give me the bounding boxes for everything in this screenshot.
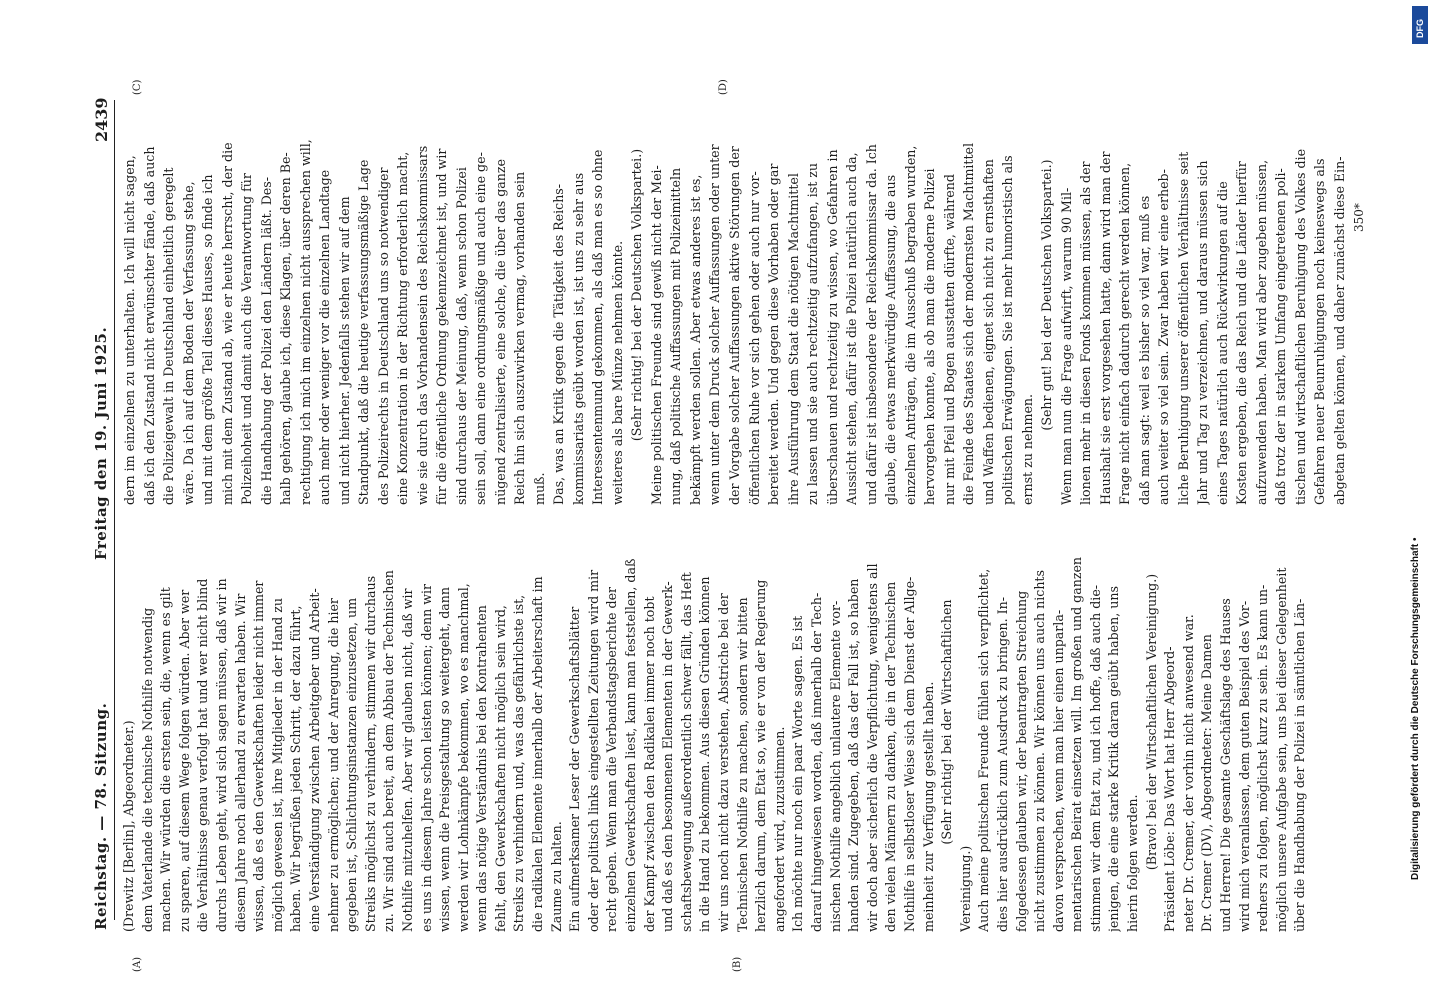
text-line: möglich gewesen ist, ihre Mitglieder in der Hand zu <box>269 598 285 932</box>
text-line: die Feinde des Staates sich der modernsten Machtmittel <box>961 142 977 505</box>
text-line: Das, was an Kritik gegen die Tätigkeit des Reichs- <box>551 183 567 505</box>
text-line: für die öffentliche Ordnung gekennzeichnet ist, und wir <box>434 148 450 505</box>
text-line: ihre Ausführung dem Staat die nötigen Machtmittel <box>785 173 801 505</box>
text-line: durchs Leben geht, wird sich sagen müssen, daß wir in <box>213 578 229 932</box>
text-line: abgetan gelten können, und daher zunächst diese Ein- <box>1331 156 1347 505</box>
margin-mark-a: (A) <box>132 956 143 972</box>
text-line: wie sie durch das Vorhandensein des Reichskommissars <box>414 145 430 505</box>
text-line: nur mit Pfeil und Bogen ausstatten dürfte, während <box>941 174 957 505</box>
text-line: dies hier ausdrücklich zum Ausdruck zu bringen. In- <box>994 597 1010 932</box>
text-line: oder der politisch links eingestellten Zeitungen wird mir <box>585 569 601 932</box>
dfg-logo <box>1412 6 1428 44</box>
text-line: möglich unsere Aufgabe sein, uns bei dieser Gelegenheit <box>1273 567 1289 932</box>
text-line: nicht zustimmen zu können. Wir können uns auch nichts <box>1032 570 1048 932</box>
text-line: muß. <box>531 472 547 505</box>
text-line: (Sehr richtig! bei der Deutschen Volkspartei.) <box>629 148 645 442</box>
dfg-logo-text: DFG <box>1415 19 1425 38</box>
text-line: rechtigung ich mich im einzelnen nicht aussprechen will, <box>297 139 313 505</box>
text-line: werden wir Lohnkämpfe bekommen, wo es manchmal, <box>455 583 471 932</box>
text-line: sein soll, dann eine ordnungsmäßige und auch eine ge- <box>473 152 489 505</box>
text-line: daß ich den Zustand nicht erwünschter fände, daß auch <box>141 146 157 505</box>
text-line: Frage nicht einfach dadurch gerecht werden können, <box>1117 162 1133 505</box>
text-line: daß man sagt: weil es bisher so viel war, muß es <box>1136 195 1152 505</box>
text-line: und dafür ist insbesondere der Reichskommissar da. Ich <box>863 144 879 505</box>
text-line: wenn unter dem Druck solcher Auffassungen oder unter <box>707 144 723 505</box>
header-rule <box>114 100 115 920</box>
page-number: 2439 <box>92 97 111 142</box>
text-line: Nothilfe mitzuhelfen. Aber wir glauben nicht, daß wir <box>399 588 415 932</box>
text-line: Haushalt sie erst vorgesehen hatte, dann wird man der <box>1097 151 1113 505</box>
text-line: Nothilfe in selbstloser Weise sich dem Dienst der Allge- <box>901 576 917 932</box>
text-line: lionen mehr in diesen Fonds kommen müssen, als der <box>1078 161 1094 505</box>
text-line: eines Tages natürlich auch Rückwirkungen auf die <box>1214 181 1230 505</box>
text-line: wissen, wenn die Preisgestaltung so weitergeht, dann <box>437 587 453 932</box>
text-line: Polizeihoheit und damit auch die Verantwortung für <box>239 173 255 505</box>
text-line: Technischen Nothilfe zu machen, sondern wir bitten <box>734 597 750 932</box>
text-line: Streiks zu verhindern und, was das gefährlichste ist, <box>511 594 527 932</box>
text-line: es uns in diesem Jahre schon leisten können; denn wir <box>418 583 434 932</box>
text-line: Gefahren neuer Beunruhigungen noch keineswegs als <box>1312 158 1328 505</box>
text-line: tischen und wirtschaftlichen Beruhigung des Volkes die <box>1292 148 1308 505</box>
text-line: der Vorgabe solcher Auffassungen aktive Störungen der <box>726 146 742 505</box>
text-line: (Sehr richtig! bei der Wirtschaftlichen <box>939 599 955 845</box>
text-line: Ich möchte nur noch ein paar Worte sagen. Es ist <box>790 615 806 932</box>
text-line: hervorgehen konnte, als ob man die moderne Polizei <box>922 168 938 505</box>
text-line: Jahr und Tag zu verzeichnen, und daraus müssen sich <box>1195 160 1211 505</box>
text-line: neter Dr. Cremer, der vorhin nicht anwesend war. <box>1180 614 1196 932</box>
text-line: des Polizeirechts in Deutschland uns so notwendiger <box>375 167 391 505</box>
text-line: Vereinigung.) <box>957 845 973 932</box>
text-line: die Handhabung der Polizei den Ländern läßt. Des- <box>258 177 274 505</box>
text-line: Streiks möglichst zu verhindern, stimmen wir durchaus <box>362 575 378 932</box>
text-line: handen sind. Zugegeben, daß das der Fall ist, so haben <box>846 578 862 932</box>
text-line: ernst zu nehmen. <box>1019 393 1035 505</box>
text-line: haben. Wir begrüßen jeden Schritt, der dazu führt, <box>288 605 304 932</box>
text-line: hierin folgen werden. <box>1125 794 1141 932</box>
text-line: gegeben ist, Schlichtungsinstanzen einzusetzen, um <box>344 597 360 932</box>
text-line: wissen, daß es den Gewerkschaften leider nicht immer <box>251 580 267 932</box>
margin-mark-d: (D) <box>718 79 729 95</box>
text-line: Kosten ergeben, die das Reich und die Länder hierfür <box>1234 161 1250 505</box>
text-column-right <box>120 85 1349 505</box>
text-line: öffentlichen Ruhe vor sich gehen oder auch nur vor- <box>746 171 762 505</box>
text-line: glaube, die etwas merkwürdige Auffassung, die aus <box>883 174 899 505</box>
text-line: dem Vaterlande die technische Nothilfe notwendig <box>139 607 155 932</box>
text-line: wir uns noch nicht dazu verstehen, Abstriche bei der <box>716 593 731 932</box>
text-line: darauf hingewiesen worden, daß innerhalb der Tech- <box>808 592 824 932</box>
text-line: bekämpft werden sollen. Aber etwas anderes ist es, <box>687 174 703 505</box>
text-line: Auch meine politischen Freunde fühlen sich verpflichtet, <box>976 568 992 932</box>
text-line: eine Verständigung zwischen Arbeitgeber und Arbeit- <box>306 588 322 932</box>
digitization-note: Digitalisierung gefördert durch die Deutsche Forschungsgemeinschaft • <box>1410 537 1421 880</box>
text-line: kommissariats geübt worden ist, ist uns zu sehr aus <box>570 172 586 505</box>
text-line: folgedessen glauben wir, der beantragten Streichung <box>1013 590 1029 932</box>
text-line: überschauen und rechtzeitig zu wissen, wo Gefahren in <box>824 149 840 505</box>
running-header-date: Freitag den 19. Juni 1925. <box>92 326 110 560</box>
text-line: auch weiter so viel sein. Zwar haben wir eine erheb- <box>1156 169 1172 505</box>
text-line: die Verhältnisse genau verfolgt hat und wer nicht blind <box>195 578 211 932</box>
text-line: und Waffen bedienen, eignet sich nicht zu ernsthaften <box>980 159 996 505</box>
signature-mark: 350* <box>1352 203 1366 232</box>
text-line: fehlt, den Gewerkschaften nicht möglich sein wird, <box>492 605 508 932</box>
text-line: eine Konzentration in der Richtung erforderlich macht, <box>395 151 411 505</box>
margin-mark-b: (B) <box>732 956 743 972</box>
text-line: sind durchaus der Meinung, daß, wenn schon Polizei <box>453 167 469 505</box>
text-line: wenn das nötige Verständnis bei den Kontrahenten <box>474 605 490 932</box>
text-line: einzelnen Gewerkschaften liest, kann man feststellen, daß <box>623 558 639 932</box>
text-line: zu. Wir sind auch bereit, an dem Abbau der Technischen <box>381 570 397 932</box>
text-line: davon versprechen, wenn man hier einen unparla- <box>1050 609 1066 932</box>
text-line: die Polizeigewalt in Deutschland einheitlich geregelt <box>161 167 177 505</box>
text-line: die radikalen Elemente innerhalb der Arbeiterschaft im <box>530 576 546 932</box>
text-column-left <box>120 512 1310 932</box>
text-line: schaftsbewegung außerordentlich schwer fällt, das Heft <box>678 572 694 932</box>
text-line: halb gehören, glaube ich, diese Klagen, über deren Be- <box>278 152 294 505</box>
text-line: zu sparen, auf diesem Wege folgen würden. Aber wer <box>176 589 192 932</box>
text-line: nischen Nothilfe angeblich unlautere Elemente vor- <box>827 600 843 932</box>
text-line: Interessentenmund gekommen, als daß man es so ohne <box>590 149 606 505</box>
text-line: redners zu folgen, möglichst kurz zu sein. Es kann un- <box>1255 584 1271 932</box>
text-line: politischen Erwägungen. Sie ist mehr humoristisch als <box>1000 155 1016 505</box>
text-line: in die Hand zu bekommen. Aus diesen Gründen können <box>697 576 713 932</box>
text-line: nügend zentralisierte, eine solche, die über das ganze <box>492 159 508 505</box>
text-line: jenigen, die eine starke Kritik daran geübt haben, uns <box>1106 586 1122 932</box>
text-line: Standpunkt, daß die heutige verfassungsmäßige Lage <box>356 159 372 505</box>
text-line: wird mich veranlassen, dem guten Beispiel des Vor- <box>1236 600 1252 932</box>
text-line: über die Handhabung der Polizei in sämtlichen Län- <box>1292 598 1308 932</box>
text-line: nehmer zu ermöglichen; und der Anregung, die hier <box>325 598 341 932</box>
text-line: mich mit dem Zustand ab, wie er heute herrscht, der die <box>219 142 235 505</box>
text-line: und nicht hierher. Jedenfalls stehen wir auf dem <box>336 196 352 505</box>
page-margin <box>0 0 80 1000</box>
text-line: bereitet werden. Und gegen diese Vorhaben oder gar <box>766 163 782 505</box>
text-line: Zaume zu halten. <box>548 821 564 932</box>
text-line: Dr. Cremer (DV), Abgeordneter: Meine Damen <box>1199 634 1215 932</box>
text-line: wir doch aber sicherlich die Verpflichtung, wenigstens all <box>864 563 880 932</box>
text-line: mentarischen Beirat einsetzen will. Im großen und ganzen <box>1069 556 1085 932</box>
text-line: angefordert wird, zuzustimmen. <box>771 726 787 932</box>
text-line: Aussicht stehen, dafür ist die Polizei natürlich auch da, <box>844 152 860 505</box>
text-line: (Bravo! bei der Wirtschaftlichen Vereinigung.) <box>1143 573 1159 871</box>
text-line: nung, daß politische Auffassungen mit Polizeimitteln <box>668 167 684 505</box>
text-line: dern im einzelnen zu unterhalten. Ich will nicht sagen, <box>122 155 137 505</box>
text-line: Reich hin sich auszuwirken vermag, vorhanden sein <box>512 171 528 505</box>
text-line: liche Beruhigung unserer öffentlichen Verhältnisse seit <box>1175 151 1191 505</box>
text-line: weiteres als bare Münze nehmen könnte. <box>609 240 625 505</box>
text-line: Meine politischen Freunde sind gewiß nicht der Mei- <box>648 165 664 505</box>
running-header-left: Reichstag. — 78. Sitzung. <box>92 702 110 930</box>
text-line: stimmen wir dem Etat zu, und ich hoffe, daß auch die- <box>1087 584 1103 932</box>
text-line: den vielen Männern zu danken, die in der Technischen <box>883 581 899 932</box>
text-line: Präsident Löbe: Das Wort hat Herr Abgeord- <box>1162 646 1178 932</box>
text-line: herzlich darum, dem Etat so, wie er von der Regierung <box>753 579 769 932</box>
text-line: Ein aufmerksamer Leser der Gewerkschaftsblätter <box>567 606 583 932</box>
text-line: der Kampf zwischen den Radikalen immer noch tobt <box>641 596 657 932</box>
text-line: einzelnen Anträgen, die im Ausschuß begraben wurden, <box>902 145 918 505</box>
margin-mark-c: (C) <box>132 79 143 95</box>
text-line: (Sehr gut! bei der Deutschen Volkspartei.) <box>1039 159 1055 431</box>
text-line: Wenn man nun die Frage aufwirft, warum 90 Mil- <box>1058 187 1074 505</box>
text-line: diesem Jahre noch allerhand zu erwarten haben. Wir <box>232 593 248 932</box>
text-line: daß trotz der in starkem Umfang eingetretenen poli- <box>1273 168 1289 505</box>
text-line: meinheit zur Verfügung gestellt haben. <box>920 681 936 932</box>
text-line: recht geben. Wenn man die Verbandstagsberichte der <box>604 586 620 932</box>
text-line: und Herren! Die gesamte Geschäftslage des Hauses <box>1218 598 1234 932</box>
text-line: wäre. Da ich auf dem Boden der Verfassung stehe, <box>180 181 196 505</box>
text-line: und mit dem größte Teil dieses Hauses, so finde ich <box>200 174 216 505</box>
text-line: auch mehr oder weniger vor die einzelnen Landtage <box>317 169 333 505</box>
text-line: aufzuwenden haben. Man wird aber zugeben müssen, <box>1253 159 1269 505</box>
text-line: machen. Wir würden die ersten sein, die, wenn es gilt <box>158 587 174 932</box>
text-line: zu lassen und sie auch rechtzeitig aufzufangen, ist zu <box>805 162 821 505</box>
text-line: und daß es den besonnenen Elementen in der Gewerk- <box>660 581 676 932</box>
speaker-line: (Drewitz [Berlin], Abgeordneter.) <box>121 720 136 932</box>
